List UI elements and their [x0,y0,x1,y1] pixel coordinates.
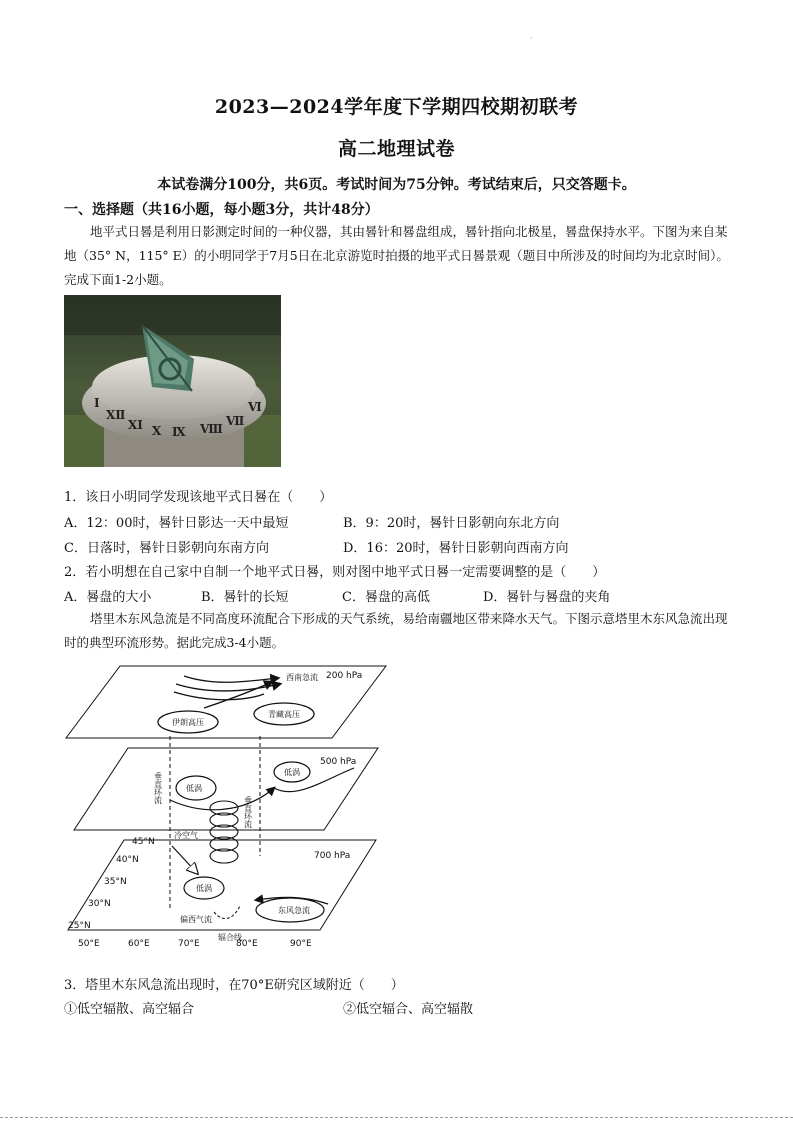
question-1-option-b: B．9：20时，晷针日影朝向东北方向 [343,516,560,531]
page-bottom-divider [0,1117,793,1118]
question-2-option-c: C．晷盘的高低 [342,590,430,605]
lon-label: 70°E [178,939,200,949]
lon-label: 80°E [236,939,258,949]
label-low-vortex-500: 低涡 [186,784,202,793]
section-heading: 一、选择题（共16小题，每小题3分，共计48分） [64,202,379,218]
label-vertical-circulation-left: 垂直环流 [153,772,163,804]
lat-label: 35°N [104,877,127,887]
lat-label: 30°N [88,899,111,909]
label-xinan-jet: 西南急流 [286,673,318,682]
label-east-jet: 东风急流 [278,906,310,915]
label-cold-air: 冷空气 [174,831,198,840]
question-1-stem: 1．该日小明同学发现该地平式日晷在（ ） [64,490,333,505]
numeral: Ⅵ [248,400,262,414]
question-1-option-c: C．日落时，晷针日影朝向东南方向 [64,541,269,556]
label-tibet-high: 青藏高压 [268,710,300,719]
lon-label: 50°E [78,939,100,949]
question-2-option-a: A．晷盘的大小 [64,590,152,605]
numeral: Ⅸ [172,425,186,439]
label-iran-high: 伊朗高压 [172,718,204,727]
page-mark: · [530,34,533,43]
lon-label: 90°E [290,939,312,949]
exam-note: 本试卷满分100分，共6页。考试时间为75分钟。考试结束后，只交答题卡。 [157,177,636,193]
lat-label: 40°N [116,855,139,865]
label-700hpa: 700 hPa [314,851,351,861]
intro-paragraph-2: 塔里木东风急流是不同高度环流配合下形成的天气系统，易给南疆地区带来降水天气。下图示意塔里木东风急流出现时的典型环流形势。据此完成3-4小题。 [64,611,728,650]
lat-label: 25°N [68,921,91,931]
label-low-vortex-700: 低涡 [196,884,212,893]
numeral: Ⅰ [94,396,100,410]
intro-paragraph: 地平式日晷是利用日影测定时间的一种仪器，其由晷针和晷盘组成，晷针指向北极星，晷盘保持水平。下图为来自某地（35° N，115° E）的小明同学于7月5日在北京游览时拍摄的地平式日晷景观（题目中所涉及的时间均为北京时间）。完成下面1-2小题。 [64,224,729,287]
exam-title: 2023—2024学年度下学期四校期初联考 [214,96,579,118]
circulation-diagram [64,660,390,952]
numeral: ⅩⅠ [128,418,143,432]
label-convergence-line: 辐合线 [218,933,242,942]
numeral: Ⅶ [226,414,245,428]
label-200hpa: 200 hPa [326,671,363,681]
numeral: Ⅹ [152,424,162,438]
question-1-option-a: A．12：00时，晷针日影达一天中最短 [64,516,289,531]
lon-label: 60°E [128,939,150,949]
question-2-stem: 2．若小明想在自己家中自制一个地平式日晷，则对图中地平式日晷一定需要调整的是（ ） [64,565,606,580]
label-500hpa: 500 hPa [320,757,357,767]
label-low-vortex-500-east: 低涡 [284,768,300,777]
numeral: ⅩⅡ [106,408,126,422]
question-3-stem: 3．塔里木东风急流出现时，在70°E研究区域附近（ ） [64,978,404,993]
sundial-photo [64,295,281,467]
question-2-option-d: D．晷针与晷盘的夹角 [483,590,611,605]
label-vertical-circulation-right: 垂直环流 [243,796,253,828]
question-3-option-2: ②低空辐合、高空辐散 [343,1002,474,1017]
lat-label: 45°N [132,837,155,847]
numeral: Ⅷ [200,422,223,436]
exam-subtitle: 高二地理试卷 [337,138,455,160]
question-1-option-d: D．16：20时，晷针日影朝向西南方向 [343,541,569,556]
question-2-option-b: B．晷针的长短 [201,590,289,605]
question-3-option-1: ①低空辐散、高空辐合 [64,1002,195,1017]
label-westerly-flow: 偏西气流 [180,915,212,924]
